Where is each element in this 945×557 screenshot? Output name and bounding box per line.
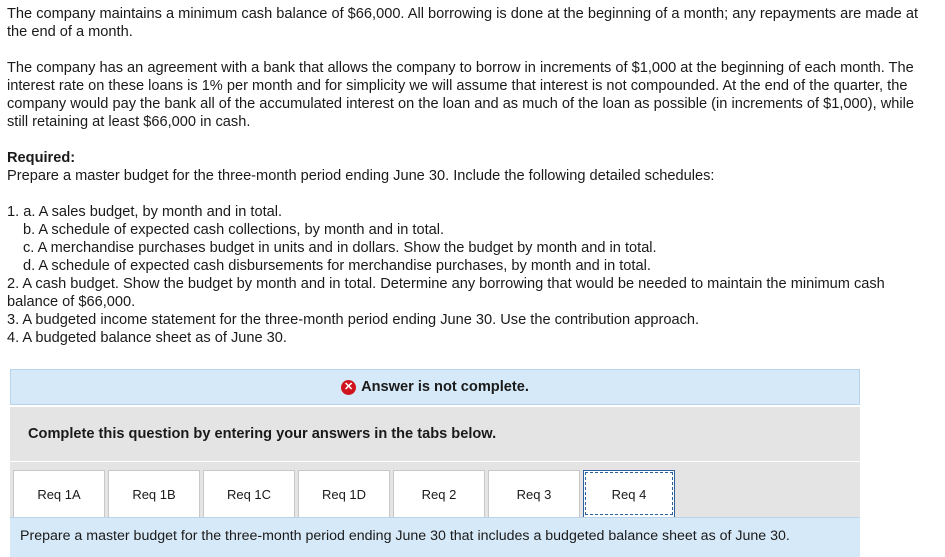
- required-text: Prepare a master budget for the three-month period ending June 30. Include the following detailed schedules:: [7, 168, 715, 184]
- paragraph-bank-agreement: The company has an agreement with a bank that allows the company to borrow in increments of $1,000 at the beginning of each month. The interest rate on these loans is 1% per month and for simplicity we will assume that interest is not compounded. At the end of the quarter, the company would pay the bank all of the accumulated interest on the loan and as much of the loan as possible (in increments of $1,000), while still retaining at least $66,000 in cash.: [7, 60, 914, 130]
- tab-req-1b[interactable]: Req 1B: [108, 470, 200, 517]
- tab-req-4[interactable]: Req 4: [583, 470, 675, 517]
- tab-req-3[interactable]: Req 3: [488, 470, 580, 517]
- requirement-tabs: [10, 462, 860, 517]
- requirement-1b: b. A schedule of expected cash collections, by month and in total.: [23, 222, 445, 238]
- tab-panel: [10, 517, 860, 557]
- tab-panel-text: Prepare a master budget for the three-month period ending June 30 that includes a budgeted balance sheet as of June 30.: [20, 528, 790, 544]
- required-label: Required:: [7, 150, 76, 166]
- requirement-3: 3. A budgeted income statement for the three-month period ending June 30. Use the contribution approach.: [7, 312, 700, 328]
- requirement-1a: 1. a. A sales budget, by month and in total.: [7, 204, 283, 220]
- question-text: [7, 5, 937, 347]
- x-circle-icon: ✕: [341, 380, 356, 395]
- answer-status-text: Answer is not complete.: [361, 379, 529, 395]
- requirement-2: 2. A cash budget. Show the budget by month and in total. Determine any borrowing that would be needed to maintain the minimum cash balance of $66,000.: [7, 276, 885, 310]
- tab-req-1d[interactable]: Req 1D: [298, 470, 390, 517]
- answer-status-banner: [10, 369, 860, 405]
- instructions-bar: [10, 407, 860, 461]
- requirement-1c: c. A merchandise purchases budget in units and in dollars. Show the budget by month and in total.: [23, 240, 657, 256]
- tab-req-2[interactable]: Req 2: [393, 470, 485, 517]
- requirement-1d: d. A schedule of expected cash disbursements for merchandise purchases, by month and in total.: [23, 258, 651, 274]
- instructions-text: Complete this question by entering your answers in the tabs below.: [28, 426, 497, 442]
- paragraph-min-cash: The company maintains a minimum cash balance of $66,000. All borrowing is done at the beginning of a month; any repayments are made at the end of a month.: [7, 6, 919, 40]
- tab-req-1c[interactable]: Req 1C: [203, 470, 295, 517]
- tab-req-1a[interactable]: Req 1A: [13, 470, 105, 517]
- requirement-4: 4. A budgeted balance sheet as of June 30.: [7, 330, 287, 346]
